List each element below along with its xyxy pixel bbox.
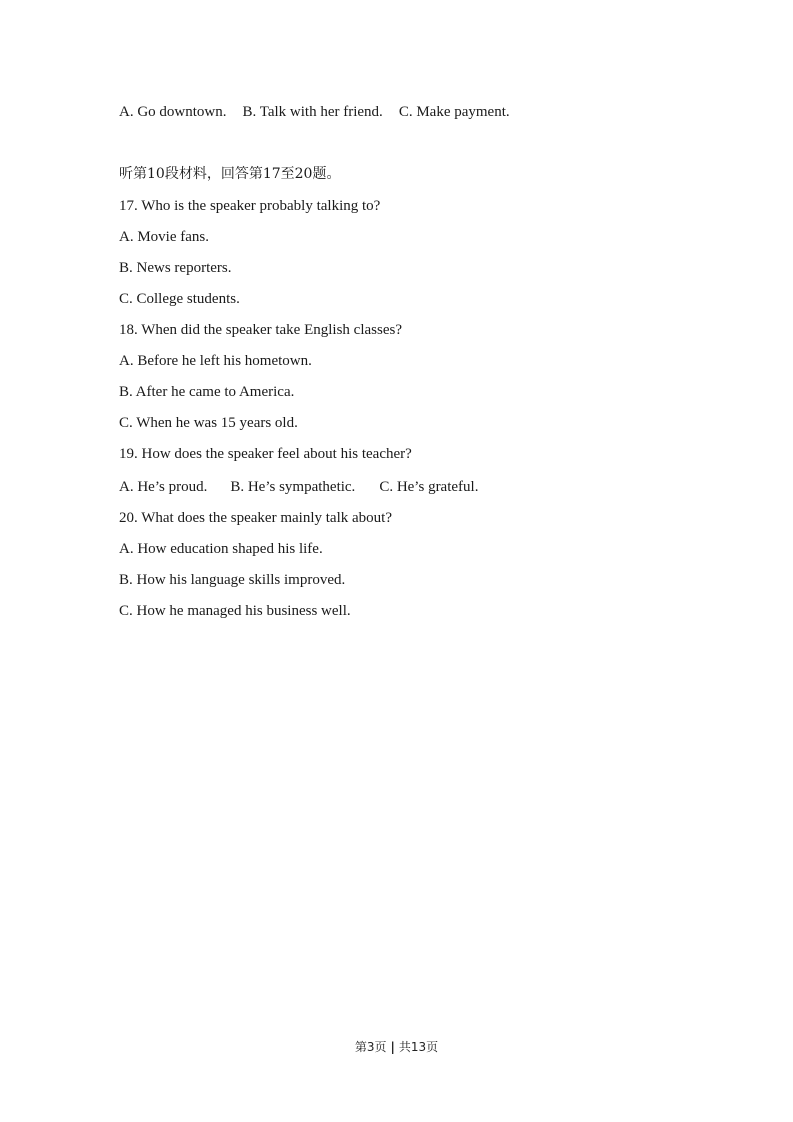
q18-option-a: A. Before he left his hometown. (119, 353, 312, 369)
q18-stem: 18. When did the speaker take English classes? (119, 322, 402, 338)
q17-option-a: A. Movie fans. (119, 229, 209, 245)
q19-options-row (119, 477, 478, 497)
page-number-total: 共13页 (398, 1040, 439, 1054)
q20-option-a: A. How education shaped his life. (119, 541, 323, 557)
q16-options-row (119, 102, 510, 122)
page-footer (0, 1038, 793, 1056)
q18-option-c: C. When he was 15 years old. (119, 415, 298, 431)
q17-option-b: B. News reporters. (119, 260, 232, 276)
q17-option-c: C. College students. (119, 291, 240, 307)
section-10-heading: 听第10段材料，回答第17至20题。 (119, 166, 341, 182)
q20-stem: 20. What does the speaker mainly talk about? (119, 510, 392, 526)
q19-option-a: A. He’s proud. (119, 479, 208, 495)
q16-option-b: B. Talk with her friend. (242, 104, 383, 120)
q19-option-b: B. He’s sympathetic. (230, 479, 356, 495)
q17-stem: 17. Who is the speaker probably talking to? (119, 198, 381, 214)
page-number-current: 第3页 (354, 1040, 387, 1054)
q16-option-a: A. Go downtown. (119, 104, 227, 120)
q19-stem: 19. How does the speaker feel about his teacher? (119, 446, 412, 462)
q19-option-c: C. He’s grateful. (379, 479, 479, 495)
q16-option-c: C. Make payment. (398, 104, 510, 120)
page-number-separator: | (390, 1040, 395, 1054)
q20-option-c: C. How he managed his business well. (119, 603, 351, 619)
q18-option-b: B. After he came to America. (119, 384, 295, 400)
q20-option-b: B. How his language skills improved. (119, 572, 346, 588)
